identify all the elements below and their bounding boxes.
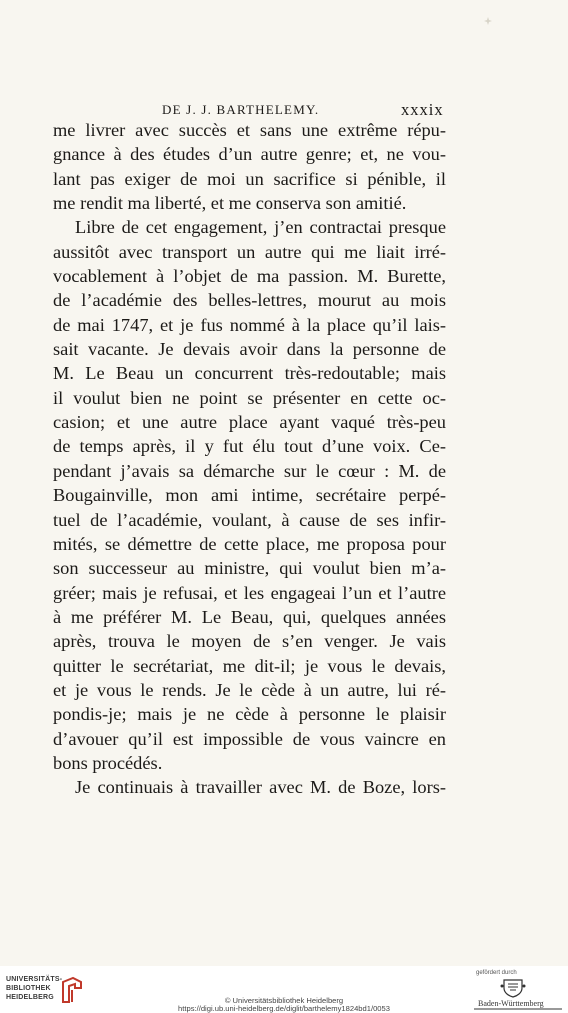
- sponsor-logo[interactable]: [470, 970, 562, 1010]
- text-line: son successeur au ministre, qui voulut bien m’a-: [53, 558, 446, 579]
- text-line: me rendit ma liberté, et me conserva son amitié.: [53, 193, 407, 214]
- text-line: pendant j’avais sa démarche sur le cœur : M. de: [53, 460, 446, 481]
- text-line: bons procédés.: [53, 752, 163, 773]
- text-line: casion; et une autre place ayant vaqué très-peu: [53, 412, 446, 433]
- text-line: de mai 1747, et je fus nommé à la place qu’il lais-: [53, 314, 446, 335]
- copyright-notice: © Universitätsbibliothek Heidelberg: [224, 996, 344, 1005]
- text-line: après, trouva le moyen de s’en venger. Je vais: [53, 631, 446, 652]
- text-line: et je vous le rends. Je le cède à un autre, lui ré-: [53, 679, 446, 700]
- text-line: quitter le secrétariat, me dit-il; je vous le devais,: [53, 655, 446, 676]
- text-line: lant pas exiger de moi un sacrifice si pénible, il: [53, 168, 446, 189]
- sponsor-label: gefördert durch: [476, 970, 517, 976]
- text-line: Je continuais à travailler avec M. de Boze, lors-: [75, 777, 446, 798]
- baden-wuerttemberg-crest-icon: [500, 978, 526, 998]
- library-name-line: BIBLIOTHEK: [6, 985, 51, 992]
- paper-speck-icon: [483, 16, 493, 26]
- library-name-line: UNIVERSITÄTS-: [6, 976, 63, 983]
- text-line: il voulut bien ne point se présenter en cette oc-: [53, 387, 446, 408]
- text-line: gnance à des études d’un autre genre; et, ne vou-: [53, 144, 446, 165]
- text-line: de temps après, il y fut élu tout d’une voix. Ce-: [53, 436, 446, 457]
- text-line: sait vacante. Je devais avoir dans la personne de: [53, 339, 446, 360]
- text-line: gréer; mais je refusai, et les engageai l’un et l’autre: [53, 582, 446, 603]
- text-line: Libre de cet engagement, j’en contractai presque: [75, 217, 446, 238]
- text-line: Bougainville, mon ami intime, secrétaire perpé-: [53, 485, 446, 506]
- digitization-footer: [0, 966, 568, 1013]
- ministry-divider: [474, 1008, 562, 1010]
- library-name-line: HEIDELBERG: [6, 994, 54, 1001]
- text-line: à me préférer M. Le Beau, qui, quelques années: [53, 606, 446, 627]
- text-line: pondis-je; mais je ne cède à personne le plaisir: [53, 704, 446, 725]
- text-line: de l’académie des belles-lettres, mourut au mois: [53, 290, 446, 311]
- page-number: xxxix: [401, 100, 444, 119]
- text-line: tuel de l’académie, voulant, à cause de ses infir-: [53, 509, 446, 530]
- running-head-title: DE J. J. BARTHELEMY.: [162, 102, 320, 117]
- text-line: aussitôt avec transport un autre qui me liait irré-: [53, 241, 446, 262]
- text-line: d’avouer qu’il est impossible de vous vaincre en: [53, 728, 446, 749]
- text-line: me livrer avec succès et sans une extrême répu-: [53, 120, 446, 140]
- text-line: M. Le Beau un concurrent très-redoutable; mais: [53, 363, 446, 384]
- source-url-link[interactable]: https://digi.ub.uni-heidelberg.de/diglit/barthelemy1824bd1/0053: [178, 1004, 390, 1013]
- text-line: mités, se démettre de cette place, me proposa pour: [53, 533, 446, 554]
- sponsor-name: Baden-Württemberg: [478, 999, 544, 1008]
- text-line: vocablement à l’objet de ma passion. M. Burette,: [53, 266, 446, 287]
- body-text: [53, 118, 446, 800]
